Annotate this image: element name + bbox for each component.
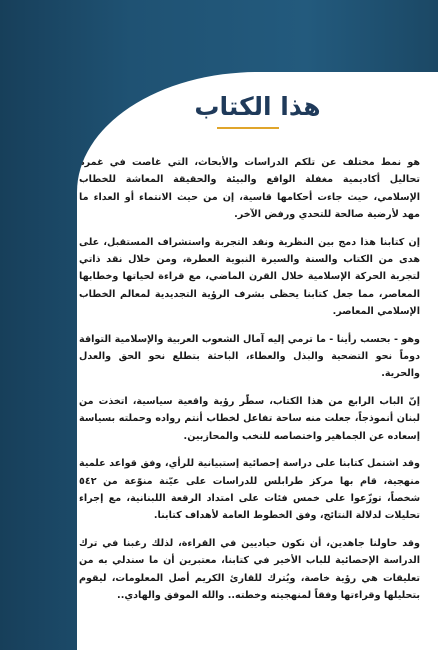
paragraph: إنّ الباب الرابع من هذا الكتاب، سطّر رؤية واقعية سياسية، اتخذت من لبنان أنموذجاً، جعلت منه ساحة تفاعل لخطاب أنتم رواده وحملته بسياسة إسعاده عن الجماهير واختصاصه للنخب والمحازبين. [79, 395, 420, 442]
paragraph: وقد حاولنا جاهدين، أن نكون حياديين في القراءة، لذلك رغبنا في ترك الدراسة الإحصائية للباب الأخير في كتابنا، معتبرين أن ما سندلي به من تعليقات هي رؤية خاصة، ويُترك للقارئ الكريم أصل المعلومات، ليقوم بتحليلها وقراءتها وفقاً لمنهجيته وخطته.. والله الموفق والهادي.. [79, 537, 420, 601]
page-title: هذا الكتاب [194, 92, 321, 121]
title-underline [217, 127, 279, 129]
paragraph: هو نمط مختلف عن تلكم الدراسات والأبحاث، التي غاصت في غمرة تحاليل أكاديمية مغفلة الواقع والبيئة والحقيقة المعاشة للخطاب الإسلامي، حيث جاءت أحكامها قاسية، إن من حيث الانتماء أو العداء ما مهد لأرضية صالحة للتحدي ورفض الآخر. [79, 157, 420, 221]
body-text [79, 154, 420, 614]
paragraph: إن كتابنا هذا دمج بين النظرية ونقد التجربة واستشراف المستقبل، على هدى من الكتاب والسنة والسيرة النبوية العطرة، ومن خلال نقد ذاتي لتجربة الحركة الإسلامية خلال القرن الماضي، مع قراءة لحياتها وخطابها المعاصر، مما جعل كتابنا يحظى بشرف الرؤية التجديدية لمعالم الخطاب الإسلامي المعاصر. [79, 236, 420, 318]
text-panel [77, 72, 438, 650]
paragraph: وهو - بحسب رأينا - ما ترمي إليه آمال الشعوب العربية والإسلامية التواقة دوماً نحو التضحية والبذل والعطاء، الباحثة بتطلع نحو الحق والعدل والحرية. [79, 333, 420, 380]
paragraph: وقد اشتمل كتابنا على دراسة إحصائية إستبيانية للرأي، وفق قواعد علمية منهجية، قام بها مركز طرابلس للدراسات على عيّنة منوّعة من ٥٤٢ شخصاً، توزّعوا على خمس فئات على امتداد الرقعة اللبنانية، مع إجراء تحليلات لدلالة النتائج، وفق الخطوط العامة لأهداف كتابنا. [79, 458, 420, 522]
